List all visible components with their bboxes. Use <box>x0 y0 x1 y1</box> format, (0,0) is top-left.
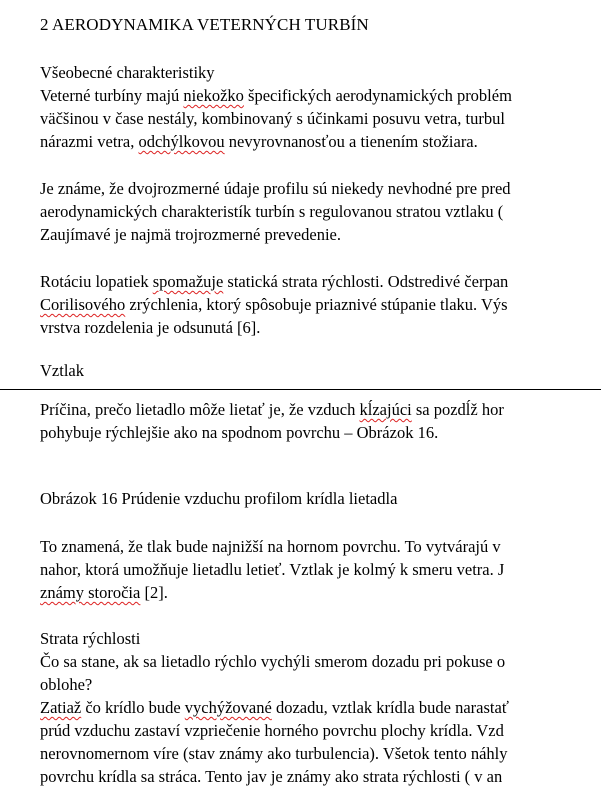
text-run: Čo sa stane, ak sa lietadlo rýchlo vychýli smerom dozadu pri pokuse o <box>40 652 506 671</box>
text-run: Rotáciu lopatiek <box>40 272 153 291</box>
text-line <box>40 487 397 510</box>
text-line <box>40 177 511 200</box>
text-line <box>40 61 215 84</box>
misspelled-word: kĺzajúci <box>359 400 412 419</box>
text-run: povrchu krídla sa stráca. Tento jav je známy ako strata rýchlosti ( v an <box>40 767 503 786</box>
text-line <box>40 765 502 788</box>
text-run: oblohe? <box>40 675 93 694</box>
text-run: Strata rýchlosti <box>40 629 141 648</box>
text-line <box>40 627 140 650</box>
text-run: [2]. <box>140 583 168 602</box>
text-line <box>40 719 504 742</box>
text-run: Je známe, že dvojrozmerné údaje profilu sú niekedy nevhodné pre pred <box>40 179 511 198</box>
misspelled-word: Zatiaž <box>40 698 82 717</box>
misspelled-word: odchýlkovou <box>138 132 225 151</box>
text-run: čo krídlo bude <box>81 698 185 717</box>
text-run: zrýchlenia, ktorý spôsobuje priaznivé stúpanie tlaku. Výs <box>125 295 508 314</box>
text-run: Vztlak <box>40 361 84 380</box>
text-line <box>40 359 84 382</box>
text-line <box>40 107 505 130</box>
misspelled-word: vychýžované <box>184 698 272 717</box>
text-run: Príčina, prečo lietadlo môže lietať je, že vzduch <box>40 400 360 419</box>
text-line <box>40 293 508 316</box>
text-line <box>40 130 478 153</box>
text-run: statická strata rýchlosti. Odstredivé čerpan <box>223 272 509 291</box>
text-run: dozadu, vztlak krídla bude narastať <box>271 698 509 717</box>
horizontal-rule <box>0 389 601 390</box>
text-line <box>40 581 168 604</box>
text-line <box>40 558 504 581</box>
text-line <box>40 316 260 339</box>
text-line <box>40 223 341 246</box>
text-line <box>40 535 501 558</box>
misspelled-word: Corilisového <box>40 295 126 314</box>
text-run: prúd vzduchu zastaví vzpriečenie horného povrchu plochy krídla. Vzd <box>40 721 504 740</box>
text-line <box>40 84 512 107</box>
text-line <box>40 270 508 293</box>
text-line <box>40 742 508 765</box>
text-run: pohybuje rýchlejšie ako na spodnom povrchu – Obrázok 16. <box>40 423 439 442</box>
text-run: To znamená, že tlak bude najnižší na hornom povrchu. To vytvárajú v <box>40 537 501 556</box>
text-run: nahor, ktorá umožňuje lietadlu letieť. Vztlak je kolmý k smeru vetra. J <box>40 560 505 579</box>
chapter-heading: 2 AERODYNAMIKA VETERNÝCH TURBÍN <box>40 15 369 34</box>
text-run: sa pozdĺž hor <box>411 400 504 419</box>
text-line <box>40 696 509 719</box>
text-run: väčšinou v čase nestály, kombinovaný s účinkami posuvu vetra, turbul <box>40 109 505 128</box>
text-line <box>40 398 504 421</box>
text-run: nerovnomernom víre (stav známy ako turbulencia). Všetok tento náhly <box>40 744 508 763</box>
text-line <box>40 200 503 223</box>
text-line <box>40 673 92 696</box>
text-run: Veterné turbíny majú <box>40 86 184 105</box>
misspelled-word: známy storočia <box>40 583 141 602</box>
text-run: špecifických aerodynamických problém <box>243 86 512 105</box>
text-line <box>40 650 505 673</box>
text-run: vrstva rozdelenia je odsunutá [6]. <box>40 318 261 337</box>
misspelled-word: niekožko <box>183 86 244 105</box>
text-run: Všeobecné charakteristiky <box>40 63 215 82</box>
text-line <box>40 421 438 444</box>
text-run: aerodynamických charakteristík turbín s regulovanou stratou vztlaku ( <box>40 202 504 221</box>
text-run: nárazmi vetra, <box>40 132 139 151</box>
text-run: Obrázok 16 Prúdenie vzduchu profilom krídla lietadla <box>40 489 398 508</box>
text-run: Zaujímavé je najmä trojrozmerné prevedenie. <box>40 225 341 244</box>
misspelled-word: spomažuje <box>152 272 224 291</box>
text-run: nevyrovnanosťou a tienením stožiara. <box>224 132 478 151</box>
